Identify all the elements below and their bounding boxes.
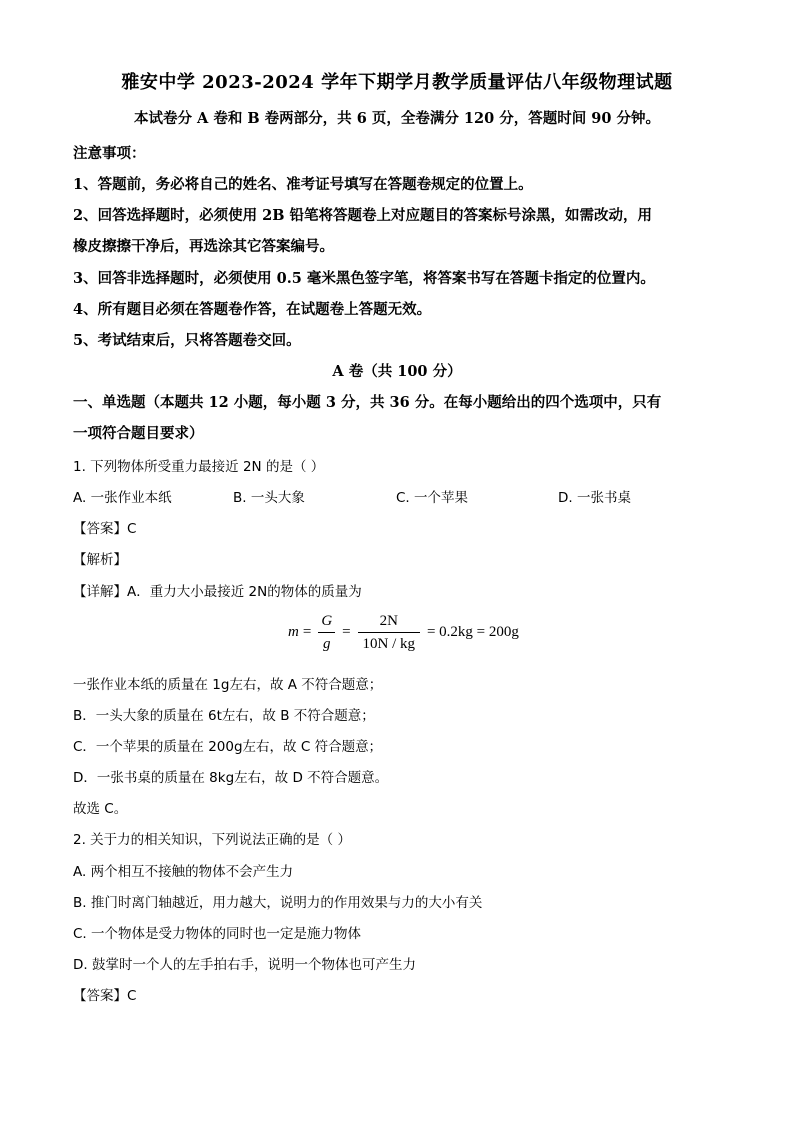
notice-item-2a: 2、回答选择题时，必须使用 2B 铅笔将答题卷上对应题目的答案标号涂黑，如需改动，用 xyxy=(73,207,653,224)
q2-option-d: D. 鼓掌时一个人的左手拍右手，说明一个物体也可产生力 xyxy=(73,957,416,973)
formula-den-g: g xyxy=(322,635,331,652)
formula-num-2n: 2N xyxy=(358,612,420,633)
formula-num-g: G xyxy=(318,612,335,633)
q2-option-a: A. 两个相互不接触的物体不会产生力 xyxy=(73,864,294,880)
q1-answer: 【答案】C xyxy=(73,521,137,537)
notice-item-3: 3、回答非选择题时，必须使用 0.5 毫米黑色签字笔，将答案书写在答题卡指定的位置内。 xyxy=(73,270,655,287)
notice-item-1: 1、答题前，务必将自己的姓名、准考证号填写在答题卷规定的位置上。 xyxy=(73,176,533,193)
q1-line-a: 一张作业本纸的质量在 1g左右，故 A 不符合题意； xyxy=(73,677,383,693)
q2-answer: 【答案】C xyxy=(73,988,137,1004)
q1-option-c: C. 一个苹果 xyxy=(396,490,469,506)
part1-heading-b: 一项符合题目要求） xyxy=(73,425,204,442)
formula-fraction-gg xyxy=(318,612,335,653)
formula-fraction-values xyxy=(358,612,420,653)
formula-result: = 0.2kg = 200g xyxy=(426,623,519,640)
formula-den-10nkg: 10N / kg xyxy=(362,635,416,652)
q1-stem: 1. 下列物体所受重力最接近 2N 的是（ ） xyxy=(73,459,325,475)
section-a-heading: A 卷（共 100 分） xyxy=(332,363,462,380)
q1-analysis-label: 【解析】 xyxy=(73,552,127,568)
q1-line-c: C．一个苹果的质量在 200g左右，故 C 符合题意； xyxy=(73,739,383,755)
notice-item-4: 4、所有题目必须在答题卷作答，在试题卷上答题无效。 xyxy=(73,301,432,318)
q2-option-c: C. 一个物体是受力物体的同时也一定是施力物体 xyxy=(73,926,362,942)
q1-mass-formula xyxy=(288,610,523,654)
q1-line-b: B．一头大象的质量在 6t左右，故 B 不符合题意； xyxy=(73,708,375,724)
q2-option-b: B. 推门时离门轴越近，用力越大，说明力的作用效果与力的大小有关 xyxy=(73,895,483,911)
notice-item-2b: 橡皮擦擦干净后，再选涂其它答案编号。 xyxy=(73,238,334,255)
q1-conclusion: 故选 C。 xyxy=(73,801,128,817)
formula-eq2: = xyxy=(342,623,351,640)
q1-detail: 【详解】A．重力大小最接近 2N的物体的质量为 xyxy=(73,584,362,600)
exam-title: 雅安中学 2023-2024 学年下期学月教学质量评估八年级物理试题 xyxy=(121,72,673,93)
notice-heading: 注意事项： xyxy=(73,145,146,162)
q1-line-d: D．一张书桌的质量在 8kg左右，故 D 不符合题意。 xyxy=(73,770,389,786)
exam-intro: 本试卷分 A 卷和 B 卷两部分，共 6 页，全卷满分 120 分，答题时间 90 分钟。 xyxy=(133,110,661,127)
part1-heading-a: 一、单选题（本题共 12 小题，每小题 3 分，共 36 分。在每小题给出的四个选项中，只有 xyxy=(73,394,662,411)
notice-item-5: 5、考试结束后，只将答题卷交回。 xyxy=(73,332,301,349)
q2-stem: 2. 关于力的相关知识，下列说法正确的是（ ） xyxy=(73,832,351,848)
q1-option-b: B. 一头大象 xyxy=(233,490,305,506)
formula-m: m xyxy=(288,623,299,640)
formula-eq1: = xyxy=(302,623,312,640)
q1-option-a: A. 一张作业本纸 xyxy=(73,490,172,506)
q1-option-d: D. 一张书桌 xyxy=(558,490,631,506)
